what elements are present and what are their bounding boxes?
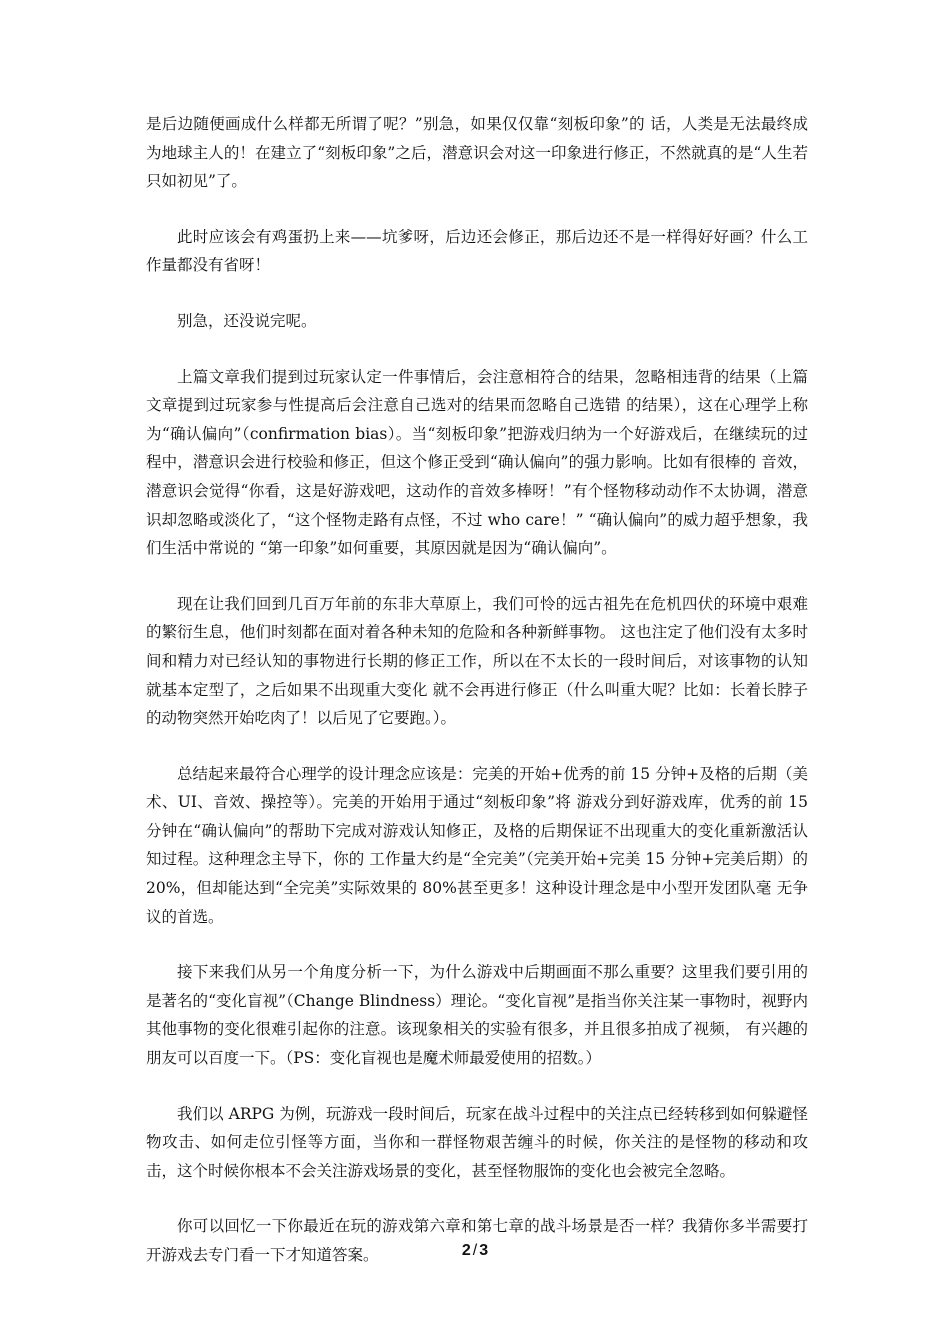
page-separator: / <box>472 1242 478 1259</box>
paragraph-6: 总结起来最符合心理学的设计理念应该是：完美的开始+优秀的前 15 分钟+及格的后期（美术、UI、音效、操控等）。完美的开始用于通过“刻板印象”将 游戏分到好游戏库，优秀的前 15 分钟在“确认偏向”的帮助下完成对游戏认知修正，及格的后期保证不出现重大的变化重新激活认知过程。这种理念主导下，你的 工作量大约是“全完美”（完美开始+完美 15 分钟+完美后期）的 20%，但却能达到“全完美”实际效果的 80%甚至更多！这种设计理念是中小型开发团队毫 无争议的首选。 <box>146 764 808 926</box>
paragraph-4: 上篇文章我们提到过玩家认定一件事情后，会注意相符合的结果，忽略相违背的结果（上篇文章提到过玩家参与性提高后会注意自己选对的结果而忽略自己选错 的结果），这在心理学上称为“确认偏向”（confirmation bias）。当“刻板印象”把游戏归纳为一个好游戏后，在继续玩的过程中，潜意识会进行校验和修正，但这个修正受到“确认偏向”的强力影响。比如有很棒的 音效，潜意识会觉得“你看，这是好游戏吧，这动作的音效多棒呀！”有个怪物移动动作不太协调，潜意识却忽略或淡化了，“这个怪物走路有点怪，不过 who care！” “确认偏向”的威力超乎想象，我们生活中常说的 “第一印象”如何重要，其原因就是因为“确认偏向”。 <box>146 367 808 558</box>
paragraph-7: 接下来我们从另一个角度分析一下，为什么游戏中后期画面不那么重要？这里我们要引用的是著名的“变化盲视”（Change Blindness）理论。“变化盲视”是指当你关注某一事物时，视野内其他事物的变化很难引起你的注意。该现象相关的实验有很多，并且很多拍成了视频， 有兴趣的朋友可以百度一下。（PS：变化盲视也是魔术师最爱使用的招数。） <box>146 963 808 1068</box>
total-pages-number: 3 <box>479 1242 489 1259</box>
document-body <box>146 110 808 1297</box>
paragraph-5: 现在让我们回到几百万年前的东非大草原上，我们可怜的远古祖先在危机四伏的环境中艰难的繁衍生息，他们时刻都在面对着各种未知的危险和各种新鲜事物。 这也注定了他们没有太多时间和精力对已经认知的事物进行长期的修正工作，所以在不太长的一段时间后，对该事物的认知就基本定型了，之后如果不出现重大变化 就不会再进行修正（什么叫重大呢？比如：长着长脖子的动物突然开始吃肉了！以后见了它要跑。）。 <box>146 594 808 728</box>
page-number <box>0 1242 950 1260</box>
paragraph-1: 是后边随便画成什么样都无所谓了呢？”别急，如果仅仅靠“刻板印象”的 话，人类是无法最终成为地球主人的！在建立了“刻板印象”之后，潜意识会对这一印象进行修正，不然就真的是“人生若只如初见”了。 <box>146 115 808 191</box>
current-page-number: 2 <box>461 1242 471 1259</box>
paragraph-2: 此时应该会有鸡蛋扔上来——坑爹呀，后边还会修正，那后边还不是一样得好好画？什么工作量都没有省呀！ <box>146 227 808 275</box>
paragraph-9: 你可以回忆一下你最近在玩的游戏第六章和第七章的战斗场景是否一样？我猜你多半需要打开游戏去专门看一下才知道答案。 <box>146 1217 808 1264</box>
paragraph-8: 我们以 ARPG 为例，玩游戏一段时间后，玩家在战斗过程中的关注点已经转移到如何躲避怪物攻击、如何走位引怪等方面，当你和一群怪物艰苦缠斗的时候，你关注的是怪物的移动和攻击，这个时候你根本不会关注游戏场景的变化，甚至怪物服饰的变化也会被完全忽略。 <box>146 1104 808 1180</box>
paragraph-3: 别急，还没说完呢。 <box>177 311 317 330</box>
